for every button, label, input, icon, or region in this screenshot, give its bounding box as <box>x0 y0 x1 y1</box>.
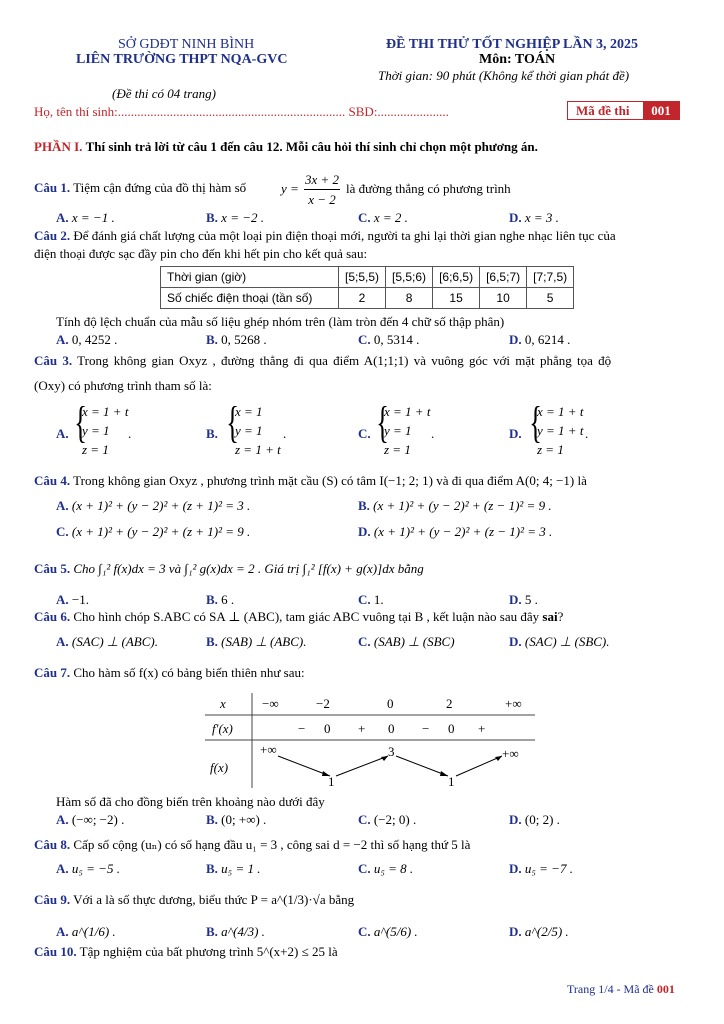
zero: 0 <box>448 721 455 736</box>
table-cell: [6,5;7) <box>480 267 527 288</box>
q8-option-a[interactable]: A. u₅ = −5 . <box>56 861 120 876</box>
q1-option-b[interactable]: B. x = −2 . <box>206 210 264 225</box>
table-cell: Thời gian (giờ) <box>161 267 339 288</box>
question-text-line2: điện thoại được sạc đầy pin cho đến khi hết pin cho kết quả sau: <box>34 246 368 261</box>
question-6: Câu 6. Cho hình chóp S.ABC có SA ⊥ (ABC), tam giác ABC vuông tại B , kết luận nào sau đây sai? <box>34 609 564 624</box>
table-cell: 2 <box>339 288 386 309</box>
q7-option-c[interactable]: C. (−2; 0) . <box>358 812 417 827</box>
fraction-bar <box>304 189 340 190</box>
function-y: y = <box>281 181 299 196</box>
question-text: Tập nghiệm của bất phương trình 5^(x+2) ≤ 25 là <box>79 944 338 959</box>
question-text: Cho ∫₁² f(x)dx = 3 và ∫₁² g(x)dx = 2 . Giá trị ∫₁² [f(x) + g(x)]dx bằng <box>73 561 424 576</box>
table-cell: Số chiếc điện thoại (tần số) <box>161 288 339 309</box>
question-5 <box>34 561 424 577</box>
candidate-name-line: Họ, tên thí sinh:...................................................................... SBD:...................... <box>34 104 449 119</box>
question-text-end: là đường thẳng có phương trình <box>346 181 511 196</box>
question-text: Cho hình chóp S.ABC có SA ⊥ (ABC), tam giác ABC vuông tại B , kết luận nào sau đây <box>73 609 540 624</box>
f-value: +∞ <box>502 746 519 761</box>
zero: 0 <box>324 721 331 736</box>
table-label-x: x <box>220 696 226 711</box>
part-instruction: Thí sinh trả lời từ câu 1 đến câu 12. Mỗi câu hỏi thí sinh chỉ chọn một phương án. <box>85 139 538 154</box>
question-text: Trong không gian Oxyz , đường thẳng đi qua điểm A(1;1;1) và vuông góc với mặt phẳng tọa độ <box>77 353 612 368</box>
question-text: Tiệm cận đứng của đồ thị hàm số <box>73 180 247 195</box>
q6-option-c[interactable]: C. (SAB) ⊥ (SBC) <box>358 634 455 649</box>
q8-option-c[interactable]: C. u₅ = 8 . <box>358 861 414 876</box>
q3-system-c: x = 1 + t y = 1 z = 1 <box>384 404 431 457</box>
table-cell: [5;5,5) <box>339 267 386 288</box>
table-row <box>161 288 574 309</box>
q8-option-d[interactable]: D. u₅ = −7 . <box>509 861 573 876</box>
question-ask: Hàm số đã cho đồng biến trên khoảng nào dưới đây <box>56 794 325 809</box>
x-value: 2 <box>446 696 453 711</box>
x-value: −2 <box>316 696 330 711</box>
x-value: +∞ <box>505 696 522 711</box>
x-value: 0 <box>387 696 394 711</box>
q7-option-b[interactable]: B. (0; +∞) . <box>206 812 267 827</box>
q6-option-a[interactable]: A. (SAC) ⊥ (ABC). <box>56 634 158 649</box>
table-cell: [7;7,5) <box>527 267 574 288</box>
f-value: 3 <box>388 744 395 759</box>
question-3 <box>34 353 611 369</box>
question-number: Câu 9. <box>34 892 71 907</box>
q4-option-b[interactable]: B. (x + 1)² + (y − 2)² + (z − 1)² = 9 . <box>358 498 552 513</box>
table-cell: 15 <box>433 288 480 309</box>
question-2 <box>34 228 616 244</box>
question-text: Trong không gian Oxyz , phương trình mặt cầu (S) có tâm I(−1; 2; 1) và đi qua điểm A(0; 4; −1) là <box>73 473 587 488</box>
q9-option-c[interactable]: C. a^(5/6) . <box>358 924 418 939</box>
q7-option-d[interactable]: D. (0; 2) . <box>509 812 560 827</box>
pages-note: (Đề thi có 04 trang) <box>112 86 216 101</box>
question-number: Câu 2. <box>34 228 71 243</box>
q3-option-a[interactable]: A. <box>56 426 69 441</box>
q6-option-d[interactable]: D. (SAC) ⊥ (SBC). <box>509 634 610 649</box>
school-name: LIÊN TRƯỜNG THPT NQA-GVC <box>76 52 288 67</box>
question-text: Cho hàm số f(x) có bảng biến thiên như sau: <box>73 665 305 680</box>
zero: 0 <box>388 721 395 736</box>
q3-option-b[interactable]: B. <box>206 426 218 441</box>
subject: Môn: TOÁN <box>479 52 556 67</box>
fraction-numerator: 3x + 2 <box>304 172 340 187</box>
question-1 <box>34 180 246 196</box>
brace-icon: { <box>376 398 389 447</box>
variation-table <box>200 690 540 790</box>
f-value: +∞ <box>260 742 277 757</box>
question-10 <box>34 944 338 960</box>
part-heading <box>34 139 538 155</box>
brace-icon: { <box>529 398 542 447</box>
question-text-line2: (Oxy) có phương trình tham số là: <box>34 378 212 393</box>
q9-option-b[interactable]: B. a^(4/3) . <box>206 924 265 939</box>
table-cell: 5 <box>527 288 574 309</box>
f-value: 1 <box>448 774 455 789</box>
exam-title: ĐỀ THI THỬ TỐT NGHIỆP LẦN 3, 2025 <box>386 37 639 52</box>
q3-system-a: x = 1 + t y = 1 z = 1 <box>82 404 129 457</box>
sign: + <box>358 721 366 736</box>
q3-system-b: x = 1 y = 1 z = 1 + t <box>235 404 281 457</box>
question-number: Câu 3. <box>34 353 73 368</box>
brace-icon: { <box>74 398 87 447</box>
exam-code-box <box>567 101 680 120</box>
q9-option-d[interactable]: D. a^(2/5) . <box>509 924 569 939</box>
q4-option-a[interactable]: A. (x + 1)² + (y − 2)² + (z + 1)² = 3 . <box>56 498 251 513</box>
q1-option-c[interactable]: C. x = 2 . <box>358 210 408 225</box>
table-label-function: f(x) <box>210 760 229 775</box>
q2-option-d[interactable]: D. 0, 6214 . <box>509 332 571 347</box>
question-text: Để đánh giá chất lượng của một loại pin điện thoại mới, người ta ghi lại thời gian nghe nhạc liên tục của <box>73 228 616 243</box>
part-label: PHẦN I. <box>34 139 83 154</box>
fraction-denominator: x − 2 <box>308 192 336 207</box>
q1-option-a[interactable]: A. x = −1 . <box>56 210 115 225</box>
page-footer: Trang 1/4 - Mã đề 001 <box>567 982 675 996</box>
question-number: Câu 10. <box>34 944 77 959</box>
frequency-table <box>160 266 574 309</box>
question-number: Câu 6. <box>34 609 71 624</box>
q6-option-b[interactable]: B. (SAB) ⊥ (ABC). <box>206 634 307 649</box>
q3-option-d[interactable]: D. <box>509 426 522 441</box>
exam-time: Thời gian: 90 phút (Không kể thời gian phát đề) <box>378 68 630 83</box>
department-name: SỞ GDĐT NINH BÌNH <box>118 37 255 52</box>
q9-option-a[interactable]: A. a^(1/6) . <box>56 924 116 939</box>
x-value: −∞ <box>262 696 279 711</box>
question-8 <box>34 837 470 853</box>
q5-option-c[interactable]: C. 1. <box>358 592 384 607</box>
q1-option-d[interactable]: D. x = 3 . <box>509 210 559 225</box>
exam-code-label: Mã đề thi <box>576 103 630 118</box>
sign: − <box>298 721 306 736</box>
table-cell: [6;6,5) <box>433 267 480 288</box>
question-4 <box>34 473 587 489</box>
question-number: Câu 1. <box>34 180 71 195</box>
q5-option-b[interactable]: B. 6 . <box>206 592 235 607</box>
q4-option-d[interactable]: D. (x + 1)² + (y − 2)² + (z − 1)² = 3 . <box>358 524 553 539</box>
question-9 <box>34 892 354 908</box>
table-row <box>161 267 574 288</box>
brace-icon: { <box>226 398 239 447</box>
question-text: Với a là số thực dương, biểu thức P = a^(1/3)·√a bằng <box>73 892 355 907</box>
question-text: Cấp số cộng (uₙ) có số hạng đầu u₁ = 3 , công sai d = −2 thì số hạng thứ 5 là <box>73 837 471 852</box>
table-label-derivative: f′(x) <box>212 721 233 736</box>
q4-option-c[interactable]: C. (x + 1)² + (y − 2)² + (z + 1)² = 9 . <box>56 524 251 539</box>
table-cell: 10 <box>480 288 527 309</box>
question-number: Câu 5. <box>34 561 71 576</box>
table-cell: 8 <box>386 288 433 309</box>
question-ask: Tính độ lệch chuẩn của mẫu số liệu ghép nhóm trên (làm tròn đến 4 chữ số thập phân) <box>56 314 505 329</box>
question-emphasis: sai <box>542 609 558 624</box>
q7-option-a[interactable]: A. (−∞; −2) . <box>56 812 125 827</box>
q8-option-b[interactable]: B. u₅ = 1 . <box>206 861 261 876</box>
question-number: Câu 4. <box>34 473 71 488</box>
q2-option-a[interactable]: A. 0, 4252 . <box>56 332 118 347</box>
sign: + <box>478 721 486 736</box>
table-cell: [5,5;6) <box>386 267 433 288</box>
q2-option-b[interactable]: B. 0, 5268 . <box>206 332 267 347</box>
sign: − <box>422 721 430 736</box>
q2-option-c[interactable]: C. 0, 5314 . <box>358 332 420 347</box>
question-7 <box>34 665 305 681</box>
question-number: Câu 7. <box>34 665 71 680</box>
q5-option-d[interactable]: D. 5 . <box>509 592 538 607</box>
q3-system-d: x = 1 + t y = 1 + t z = 1 <box>537 404 584 457</box>
q5-option-a[interactable]: A. −1. <box>56 592 89 607</box>
question-number: Câu 8. <box>34 837 71 852</box>
q3-option-c[interactable]: C. <box>358 426 371 441</box>
exam-code: 001 <box>643 102 679 119</box>
f-value: 1 <box>328 774 335 789</box>
